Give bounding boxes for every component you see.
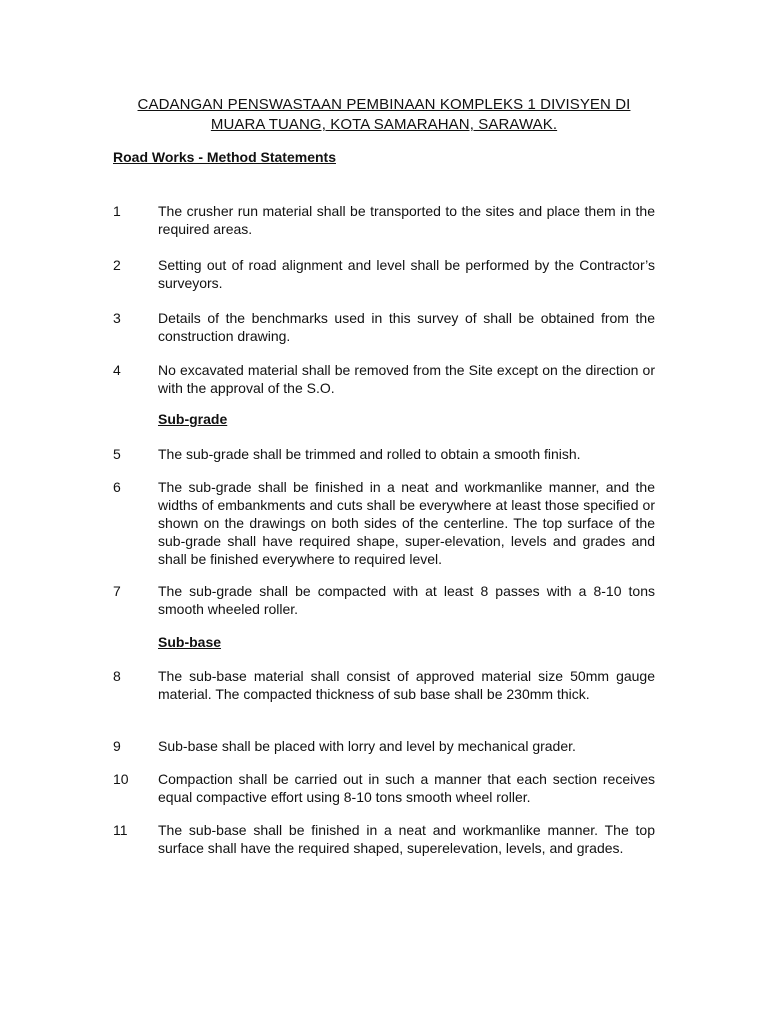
title-line-2: MUARA TUANG, KOTA SAMARAHAN, SARAWAK.	[210, 116, 558, 133]
sub-base-heading: Sub-base	[158, 634, 222, 650]
item-text: The sub-grade shall be compacted with at least 8 passes with a 8-10 tons smooth wheeled roller.	[158, 583, 655, 617]
item-text: Sub-base shall be placed with lorry and level by mechanical grader.	[158, 738, 576, 754]
item-text: Compaction shall be carried out in such a manner that each section receives equal compactive effort using 8-10 tons smooth wheel roller.	[158, 771, 655, 805]
title-line-1: CADANGAN PENSWASTAAN PEMBINAAN KOMPLEKS 1 DIVISYEN DI	[137, 96, 631, 113]
item-number: 11	[113, 822, 128, 838]
item-number: 2	[113, 257, 121, 273]
item-text: The sub-base material shall consist of approved material size 50mm gauge material. The compacted thickness of sub base shall be 230mm thick.	[158, 668, 655, 702]
document-title	[100, 95, 668, 135]
sub-grade-heading: Sub-grade	[158, 411, 228, 427]
item-number: 4	[113, 362, 121, 378]
item-text: The sub-base shall be finished in a neat and workmanlike manner. The top surface shall have the required shaped, superelevation, levels, and grades.	[158, 822, 655, 856]
item-text: The sub-grade shall be trimmed and rolled to obtain a smooth finish.	[158, 446, 581, 462]
item-number: 3	[113, 310, 121, 326]
item-text: Setting out of road alignment and level shall be performed by the Contractor’s surveyors.	[158, 257, 655, 291]
item-text: The sub-grade shall be finished in a neat and workmanlike manner, and the widths of embankments and cuts shall be everywhere at least those specified or shown on the drawings on both sides of the centerline. The top surface of the sub-grade shall have required shape, super-elevation, levels and grades and shall be finished everywhere to required level.	[158, 479, 655, 567]
section-heading: Road Works - Method Statements	[113, 149, 336, 165]
item-number: 10	[113, 771, 129, 787]
item-number: 7	[113, 583, 121, 599]
item-number: 6	[113, 479, 121, 495]
item-text: No excavated material shall be removed from the Site except on the direction or with the approval of the S.O.	[158, 362, 655, 396]
item-text: Details of the benchmarks used in this survey of shall be obtained from the construction drawing.	[158, 310, 655, 344]
item-text: The crusher run material shall be transported to the sites and place them in the required areas.	[158, 203, 655, 237]
item-number: 5	[113, 446, 121, 462]
item-number: 8	[113, 668, 121, 684]
item-number: 1	[113, 203, 121, 219]
item-number: 9	[113, 738, 121, 754]
